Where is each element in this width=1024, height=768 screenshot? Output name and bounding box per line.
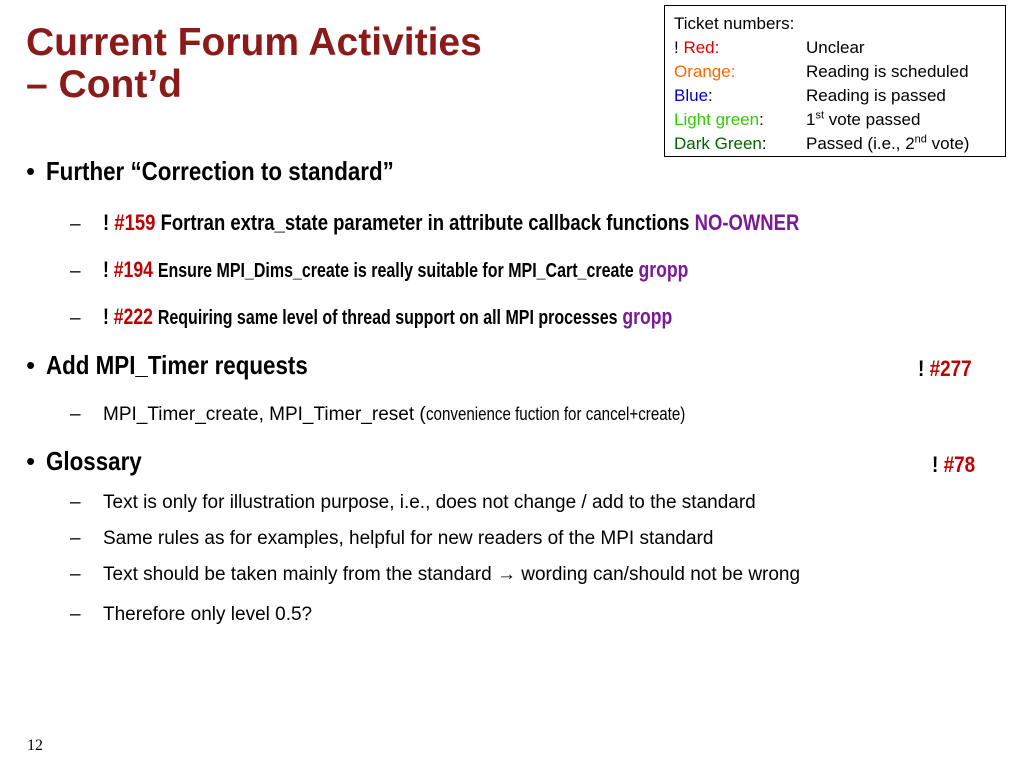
bullet-heading: Glossary: [46, 446, 142, 476]
arrow-right-icon: →: [496, 564, 516, 585]
legend-key-red: Red:: [683, 38, 720, 57]
item-note: [426, 404, 685, 425]
ticket-title: Requiring same level of thread support on all MPI processes: [157, 307, 618, 329]
legend-suffix: :: [761, 134, 767, 153]
legend-key-orange: Orange:: [674, 62, 736, 81]
glossary-item-3: [70, 564, 800, 586]
legend-value-orange: Reading is scheduled: [806, 62, 969, 81]
legend-value-sup: nd: [914, 133, 927, 146]
legend-row-red: [674, 36, 1005, 60]
dash-glyph: –: [70, 214, 81, 235]
ticket-title: Ensure MPI_Dims_create is really suitable for MPI_Cart_create: [157, 260, 634, 282]
bullet-heading: Add MPI_Timer requests: [46, 350, 308, 380]
ticket-tag-text: [932, 452, 975, 478]
bullet-mpi-timer: [26, 350, 350, 381]
legend-value-light-green: [806, 108, 920, 132]
ticket-number: #194: [113, 257, 153, 282]
ticket-194-item: [70, 257, 835, 283]
bullet-dot: •: [26, 446, 36, 476]
glossary-item-1: [70, 492, 756, 514]
ticket-line: [103, 304, 672, 330]
dash-glyph: –: [70, 308, 81, 329]
page-number: 12: [27, 737, 43, 754]
title-line-1: Current Forum Activities: [26, 21, 482, 64]
legend-value-red: Unclear: [806, 38, 865, 57]
glossary-item-2: [70, 528, 713, 550]
ticket-excl: !: [103, 304, 114, 329]
ticket-legend-box: [664, 5, 1006, 157]
legend-value-sup: st: [815, 109, 825, 122]
bullet-dot: •: [26, 156, 36, 186]
dash-glyph: –: [70, 404, 81, 425]
title-line-2: – Cont’d: [26, 63, 182, 106]
item-text: Therefore only level 0.5?: [103, 604, 313, 625]
item-note-text: convenience fuction for cancel+create: [425, 404, 680, 424]
item-text: MPI_Timer_create, MPI_Timer_reset (: [103, 404, 426, 425]
legend-suffix: :: [759, 110, 764, 129]
legend-value-blue: Reading is passed: [806, 86, 946, 105]
bullet-heading: Further “Correction to standard”: [46, 156, 394, 186]
legend-row-orange: [674, 60, 1005, 84]
dash-glyph: –: [70, 564, 81, 585]
ticket-owner: gropp: [638, 257, 689, 282]
ticket-222-item: [70, 304, 815, 330]
timer-functions-item: [70, 404, 734, 426]
dash-glyph: –: [70, 604, 81, 625]
ticket-159-item: [70, 210, 932, 236]
ticket-number: #222: [113, 304, 153, 329]
ticket-title: Fortran extra_state parameter in attribute callback functions: [160, 210, 690, 235]
legend-key-blue: Blue: [674, 86, 709, 105]
item-text: wording can/should not be wrong: [515, 564, 801, 585]
ticket-excl: !: [103, 210, 115, 235]
dash-glyph: –: [70, 492, 81, 513]
ticket-excl: !: [918, 356, 930, 381]
legend-row-blue: [674, 84, 1005, 108]
legend-value-dark-green: [806, 132, 969, 156]
ticket-line: [103, 257, 688, 283]
ticket-277-tag: [918, 356, 980, 382]
legend-value-text: Passed (i.e., 2: [806, 134, 915, 153]
dash-glyph: –: [70, 261, 81, 282]
legend-prefix: !: [674, 38, 684, 57]
slide-title: [26, 22, 636, 106]
ticket-excl: !: [932, 452, 944, 477]
legend-key-dark-green: Dark Green: [674, 134, 762, 153]
bullet-glossary: [26, 446, 157, 477]
ticket-owner: gropp: [622, 304, 673, 329]
glossary-item-4: [70, 604, 312, 626]
item-text: Text is only for illustration purpose, i.e., does not change / add to the standard: [103, 492, 756, 513]
ticket-tag-text: [918, 356, 972, 382]
ticket-number: #159: [114, 210, 156, 235]
legend-value-text: 1: [806, 110, 816, 129]
item-text: Text should be taken mainly from the standard: [103, 564, 497, 585]
ticket-excl: !: [103, 257, 114, 282]
legend-row-light-green: [674, 108, 1005, 132]
ticket-number: #78: [943, 452, 976, 477]
ticket-line: [103, 210, 799, 236]
item-note-close: ): [679, 404, 686, 424]
legend-suffix: :: [708, 86, 713, 105]
bullet-dot: •: [26, 350, 36, 380]
legend-key-light-green: Light green: [674, 110, 760, 129]
legend-row-dark-green: [674, 132, 1005, 156]
ticket-owner: NO-OWNER: [694, 210, 800, 235]
legend-header: Ticket numbers:: [674, 14, 795, 33]
ticket-78-tag: [932, 452, 982, 478]
legend-value-text: vote): [926, 134, 970, 153]
ticket-number: #277: [929, 356, 972, 381]
legend-value-text: vote passed: [824, 110, 921, 129]
item-text: Same rules as for examples, helpful for new readers of the MPI standard: [103, 528, 714, 549]
dash-glyph: –: [70, 528, 81, 549]
bullet-correction-to-standard: [26, 156, 450, 187]
